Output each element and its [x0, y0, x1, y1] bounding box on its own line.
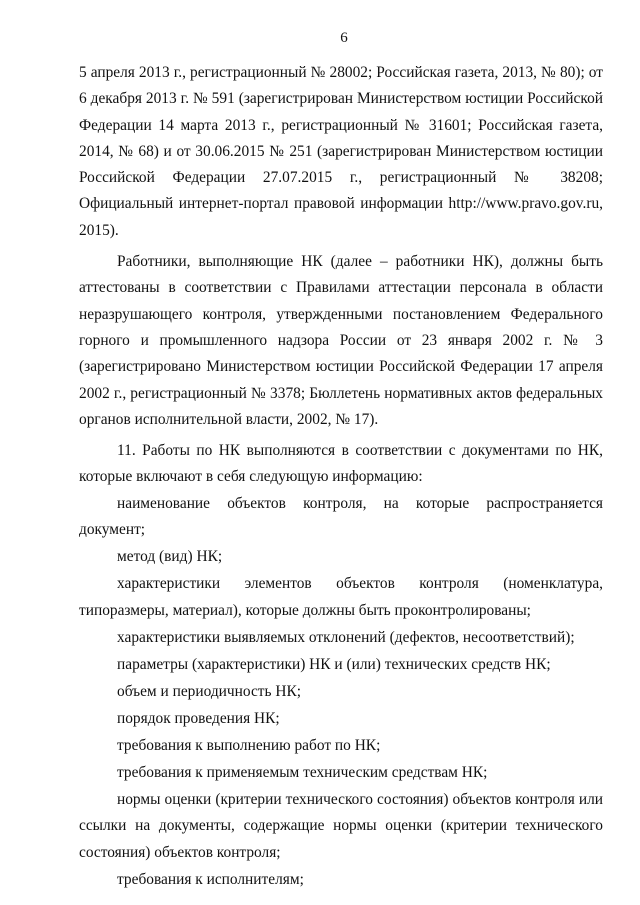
- paragraph-clause-11: 11. Работы по НК выполняются в соответствии с документами по НК, которые включают в себя следующую информацию:: [79, 442, 603, 486]
- paragraph-regulation-references: 5 апреля 2013 г., регистрационный № 28002; Российская газета, 2013, № 80); от 6 декабря 2013 г. № 591 (зарегистрирован Министерством юстиции Российской Федерации 14 марта 2013 г., регистрационный № 31601; Российская газета, 2014, № 68) и от 30.06.2015 № 251 (зарегистрирован Министерством юстиции Российской Федерации 27.07.2015 г., регистрационный № 38208; Официальный интернет-портал правовой информации http://www.pravo.gov.ru, 2015).: [79, 64, 603, 239]
- paragraph-personnel-certification: Работники, выполняющие НК (далее – работники НК), должны быть аттестованы в соответствии с Правилами аттестации персонала в области неразрушающего контроля, утвержденными постановлением Федерального горного и промышленного надзора России от 23 января 2002 г. № 3 (зарегистрировано Министерством юстиции Российской Федерации 17 апреля 2002 г., регистрационный № 3378; Бюллетень нормативных актов федеральных органов исполнительной власти, 2002, № 17).: [79, 253, 603, 428]
- list-item: объем и периодичность НК;: [117, 682, 302, 700]
- list-item: требования к выполнению работ по НК;: [117, 737, 381, 754]
- list-item: порядок проведения НК;: [117, 709, 280, 727]
- list-item: нормы оценки (критерии технического состояния) объектов контроля или ссылки на документы, содержащие нормы оценки (критерии технического состояния) объектов контроля;: [79, 791, 603, 861]
- list-item: требования к применяемым техническим средствам НК;: [117, 764, 488, 782]
- list-item: характеристики выявляемых отклонений (дефектов, несоответствий);: [117, 628, 575, 646]
- list-item: характеристики элементов объектов контроля (номенклатура, типоразмеры, материал), которые должны быть проконтролированы;: [79, 575, 603, 619]
- list-item: требования к исполнителям;: [117, 870, 304, 888]
- list-item: параметры (характеристики) НК и (или) технических средств НК;: [117, 655, 551, 673]
- page-number: 6: [340, 30, 348, 46]
- document-page: [79, 28, 603, 893]
- list-item: наименование объектов контроля, на которые распространяется документ;: [79, 494, 603, 539]
- requirements-list: [79, 491, 603, 893]
- list-item: метод (вид) НК;: [117, 548, 223, 566]
